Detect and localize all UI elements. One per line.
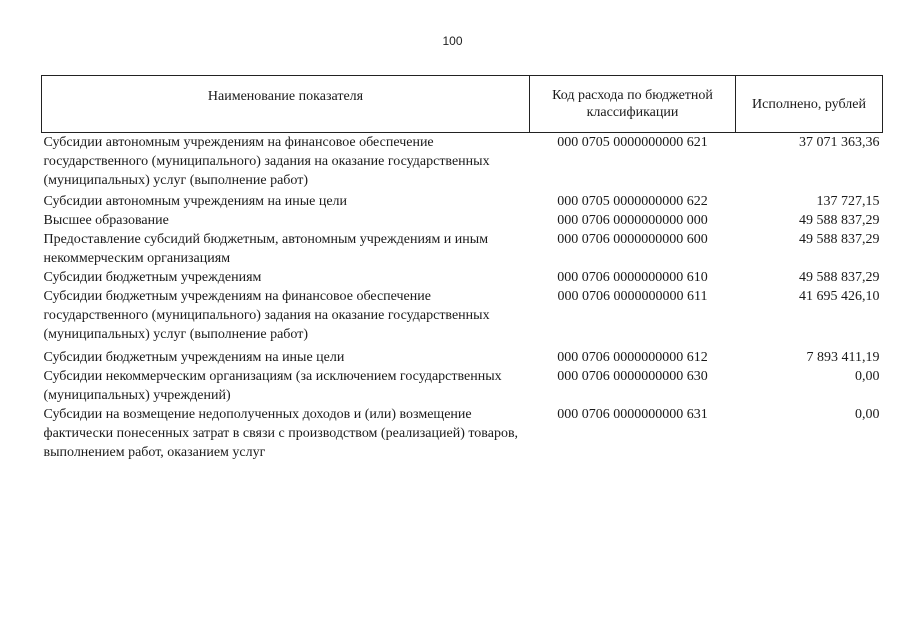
executed-amount-cell: 49 588 837,29 [799, 231, 880, 247]
table-row [42, 133, 883, 192]
table-row [42, 348, 883, 367]
table-row [42, 367, 883, 405]
budget-code-cell: 000 0705 0000000000 622 [557, 193, 708, 209]
table-row [42, 192, 883, 211]
executed-amount-cell: 137 727,15 [816, 193, 880, 209]
indicator-name-cell: Субсидии бюджетным учреждениям [43, 269, 262, 285]
indicator-name-cell: Субсидии бюджетным учреждениям на финансовое обеспечение государственного (муниципального) задания на оказание государственных (муниципальных) услуг (выполнение работ) [43, 288, 490, 342]
executed-amount-cell: 41 695 426,10 [799, 288, 880, 304]
budget-code-cell: 000 0706 0000000000 611 [557, 288, 708, 304]
budget-code-cell: 000 0706 0000000000 000 [557, 212, 708, 228]
column-header-executed-amount: Исполнено, рублей [736, 76, 883, 133]
budget-code-cell: 000 0706 0000000000 612 [557, 349, 708, 365]
executed-amount-cell: 49 588 837,29 [799, 269, 880, 285]
table-row [42, 405, 883, 462]
indicator-name-cell: Субсидии бюджетным учреждениям на иные цели [43, 349, 345, 365]
table-header [42, 76, 883, 133]
header-row [42, 76, 883, 133]
budget-execution-table [41, 75, 883, 462]
indicator-name-cell: Субсидии автономным учреждениям на иные цели [43, 193, 348, 209]
indicator-name-cell: Субсидии на возмещение недополученных доходов и (или) возмещение фактически понесенных затрат в связи с производством (реализацией) товаров, выполнением работ, оказанием услуг [43, 406, 519, 460]
executed-amount-cell: 7 893 411,19 [806, 349, 880, 365]
executed-amount-cell: 37 071 363,36 [799, 135, 880, 150]
indicator-name-cell: Субсидии автономным учреждениям на финансовое обеспечение государственного (муниципального) задания на оказание государственных (муниципальных) услуг (выполнение работ) [43, 135, 490, 188]
budget-code-cell: 000 0706 0000000000 631 [557, 406, 708, 422]
column-header-indicator-name: Наименование показателя [42, 76, 530, 133]
indicator-name-cell: Субсидии некоммерческим организациям (за исключением государственных (муниципальных) учреждений) [43, 368, 502, 403]
executed-amount-cell: 0,00 [855, 406, 880, 422]
indicator-name-cell: Предоставление субсидий бюджетным, автономным учреждениям и иным некоммерческим организациям [43, 231, 489, 266]
executed-amount-cell: 49 588 837,29 [799, 212, 880, 228]
table-row [42, 211, 883, 230]
page-number: 100 [442, 34, 463, 48]
table-body [42, 133, 883, 462]
budget-code-cell: 000 0706 0000000000 610 [557, 269, 708, 285]
indicator-name-cell: Высшее образование [43, 212, 169, 228]
table-row [42, 287, 883, 348]
table-row [42, 268, 883, 287]
column-header-budget-code: Код расхода по бюджетной классификации [530, 76, 736, 133]
table-row [42, 230, 883, 268]
budget-code-cell: 000 0705 0000000000 621 [557, 135, 708, 150]
budget-code-cell: 000 0706 0000000000 600 [557, 231, 708, 247]
executed-amount-cell: 0,00 [855, 368, 880, 384]
budget-code-cell: 000 0706 0000000000 630 [557, 368, 708, 384]
